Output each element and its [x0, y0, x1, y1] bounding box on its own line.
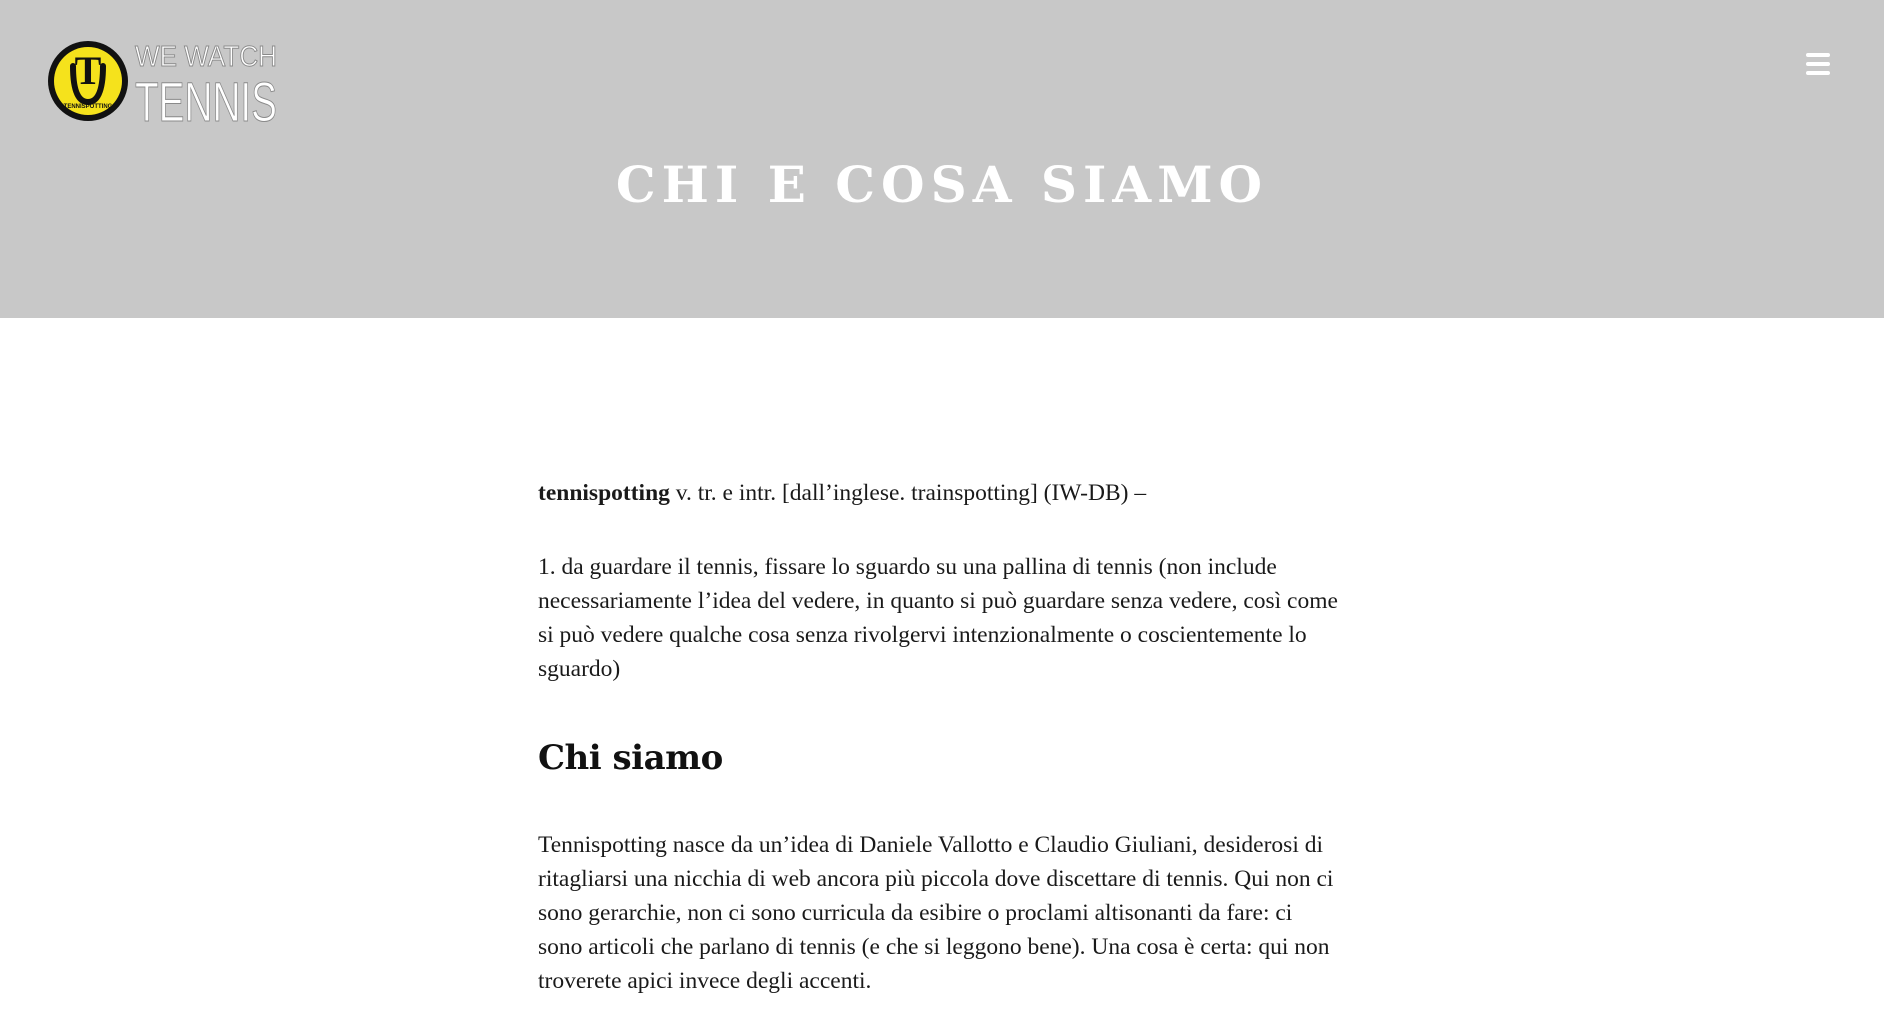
logo-wordmark-line2: TENNIS: [135, 70, 277, 133]
site-logo[interactable]: [45, 36, 285, 133]
definition-line: [538, 476, 1338, 510]
page-title: CHI E COSA SIAMO: [615, 155, 1269, 214]
menu-bar: [1806, 62, 1830, 66]
menu-bar: [1806, 71, 1830, 75]
section-heading: Chi siamo: [538, 738, 723, 778]
main-content: [538, 476, 1338, 998]
about-paragraph: Tennispotting nasce da un’idea di Daniele Vallotto e Claudio Giuliani, desiderosi di ritagliarsi una nicchia di web ancora più piccola dove discettare di tennis. Qui non ci sono gerarchie, non ci sono curricula da esibire o proclami altisonanti da fare: ci sono articoli che parlano di tennis (e che si leggono bene). Una cosa è certa: qui non troverete apici invece degli accenti.: [538, 832, 1334, 994]
logo-wordmark-line1: WE WATCH: [135, 41, 277, 73]
logo-badge-text: TENNISPOTTING: [63, 104, 113, 110]
logo-badge-letter: T: [74, 48, 102, 93]
menu-bar: [1806, 53, 1830, 57]
hamburger-icon[interactable]: [1798, 50, 1838, 80]
definition-meaning: 1. da guardare il tennis, fissare lo sguardo su una pallina di tennis (non include necessariamente l’idea del vedere, in quanto si può guardare senza vedere, così come si può vedere qualche cosa senza rivolgervi intenzionalmente o coscientemente lo sguardo): [538, 554, 1338, 682]
definition-grammar: v. tr. e intr. [dall’inglese. trainspotting] (IW-DB) –: [669, 480, 1147, 506]
definition-term: tennispotting: [538, 480, 670, 506]
hero-header: [0, 0, 1884, 318]
logo-graphic: [45, 36, 285, 133]
